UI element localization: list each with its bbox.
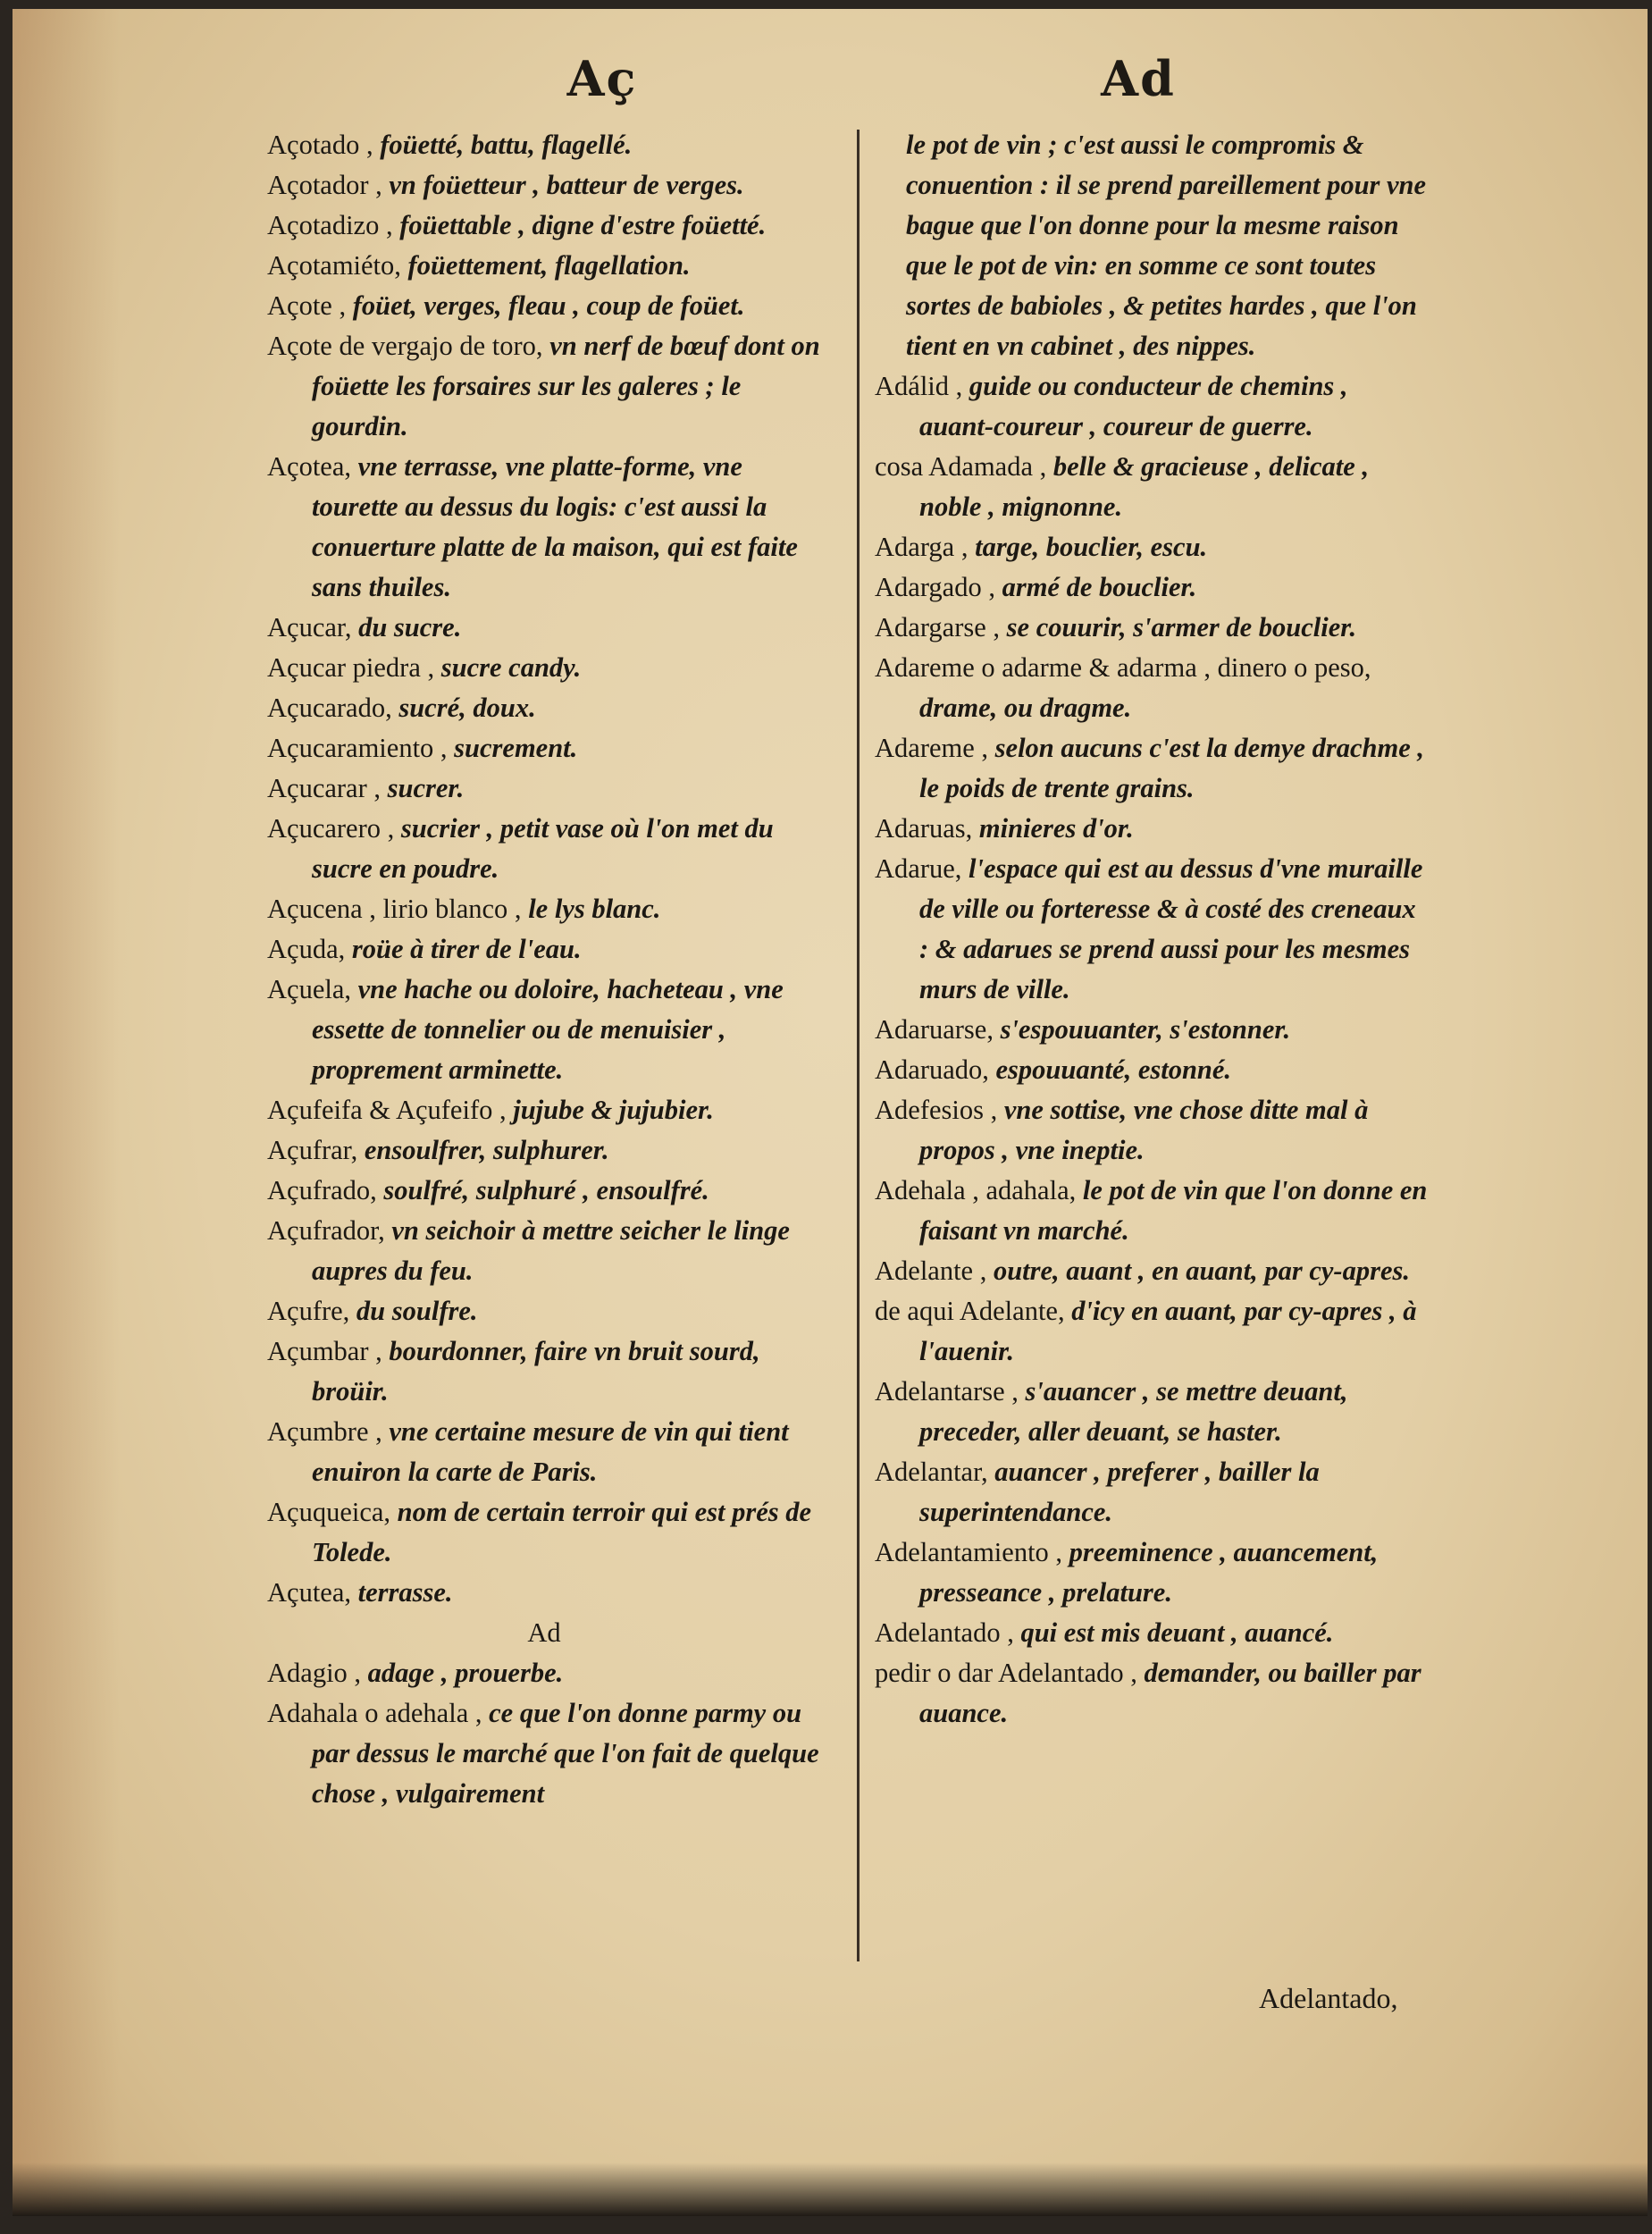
dictionary-entry <box>267 1492 821 1573</box>
entry-definition: minieres d'or. <box>978 813 1134 844</box>
dictionary-entry <box>267 447 821 608</box>
entry-definition: belle & gracieuse , delicate , noble , mignonne. <box>919 451 1370 522</box>
entry-headword: Adarga , <box>875 532 976 562</box>
dictionary-entry <box>875 1010 1429 1050</box>
dictionary-entry <box>875 1613 1429 1653</box>
dictionary-entry <box>267 608 821 648</box>
entry-headword: Açucarado, <box>267 693 399 723</box>
dictionary-entry <box>875 608 1429 648</box>
entry-headword: Açucarero , <box>267 813 401 844</box>
entry-headword: Adefesios , <box>875 1095 1004 1125</box>
dictionary-entry <box>267 768 821 809</box>
entry-headword: Adaruado, <box>875 1054 996 1085</box>
entry-headword: Açumbre , <box>267 1416 390 1447</box>
dictionary-entry <box>267 326 821 447</box>
entry-definition: jujube & jujubier. <box>513 1095 714 1125</box>
entry-headword: Açuqueica, <box>267 1497 398 1527</box>
dictionary-entry <box>267 1171 821 1211</box>
entry-headword: Açotamiéto, <box>267 250 408 281</box>
entry-headword: Açote , <box>267 290 353 321</box>
entry-definition: ce que l'on donne parmy ou par dessus le marché que l'on fait de quelque chose , vulgairement <box>312 1698 819 1809</box>
entry-headword: Açufrador, <box>267 1215 392 1246</box>
entry-headword: pedir o dar Adelantado , <box>875 1658 1145 1688</box>
left-column <box>267 125 821 1975</box>
dictionary-entry <box>267 1412 821 1492</box>
dictionary-entry <box>875 849 1429 1010</box>
entry-definition: armé de bouclier. <box>1002 572 1197 602</box>
entry-definition: le pot de vin que l'on donne en faisant vn marché. <box>919 1175 1428 1246</box>
dictionary-entry <box>267 125 821 165</box>
continued-definition: le pot de vin ; c'est aussi le compromis & conuention : il se prend pareillement pour vne bague que l'on donne pour la mesme raison que le pot de vin: en somme ce sont toutes sortes de babioles , & petites hardes , que l'on tient en vn cabinet , des nippes. <box>906 130 1427 361</box>
dictionary-entry <box>267 889 821 929</box>
left-entry-list-after <box>267 1653 821 1814</box>
entry-headword: Adelantarse , <box>875 1376 1026 1407</box>
entry-definition: vn foüetteur , batteur de verges. <box>389 170 744 200</box>
entry-headword: Adelantado , <box>875 1617 1021 1648</box>
entry-headword: Açotea, <box>267 451 358 482</box>
dictionary-page <box>13 9 1648 2216</box>
entry-definition: foüettable , digne d'estre foüetté. <box>399 210 767 240</box>
dictionary-entry <box>267 1090 821 1130</box>
entry-headword: Adálid , <box>875 371 969 401</box>
entry-definition: sucrier , petit vase où l'on met du sucre en poudre. <box>312 813 774 884</box>
entry-definition: du sucre. <box>358 612 462 642</box>
entry-headword: Açucar, <box>267 612 359 642</box>
entry-headword: Açuda, <box>267 934 352 964</box>
dictionary-entry <box>875 567 1429 608</box>
entry-definition: targe, bouclier, escu. <box>975 532 1208 562</box>
entry-definition: adage , prouerbe. <box>367 1658 564 1688</box>
running-header-left: Aç <box>566 50 638 107</box>
dictionary-entry <box>267 929 821 970</box>
dictionary-entry <box>267 206 821 246</box>
entry-headword: Açucarar , <box>267 773 388 803</box>
entry-headword: Açumbar , <box>267 1336 390 1366</box>
entry-definition: auancer , preferer , bailler la superintendance. <box>919 1457 1320 1527</box>
entry-headword: Adargado , <box>875 572 1002 602</box>
entry-definition: espouuanté, estonné. <box>995 1054 1232 1085</box>
catchword: Adelantado, <box>1259 1982 1398 2014</box>
dictionary-entry <box>875 1533 1429 1613</box>
entry-definition: sucré, doux. <box>398 693 536 723</box>
dictionary-entry <box>267 1130 821 1171</box>
dictionary-entry <box>267 1331 821 1412</box>
entry-headword: Açutea, <box>267 1577 358 1608</box>
entry-headword: Açufeifa & Açufeifo , <box>267 1095 514 1125</box>
entry-headword: Adelantar, <box>875 1457 995 1487</box>
entry-headword: Adaruas, <box>875 813 979 844</box>
dictionary-entry <box>875 447 1429 527</box>
entry-definition: roüe à tirer de l'eau. <box>351 934 582 964</box>
dictionary-entry <box>267 1653 821 1693</box>
dictionary-entry <box>267 688 821 728</box>
entry-headword: Açotador , <box>267 170 390 200</box>
entry-definition: d'icy en auant, par cy-apres , à l'auenir. <box>919 1296 1417 1366</box>
dictionary-entry <box>875 1653 1429 1734</box>
dictionary-entry <box>875 728 1429 809</box>
running-header-right: Ad <box>1101 50 1176 107</box>
entry-definition: s'espouuanter, s'estonner. <box>1000 1014 1291 1045</box>
left-entry-list <box>267 125 821 1613</box>
entry-headword: Adelante , <box>875 1256 994 1286</box>
entry-headword: Açufre, <box>267 1296 356 1326</box>
dictionary-entry <box>267 970 821 1090</box>
dictionary-entry <box>267 648 821 688</box>
entry-definition: vne certaine mesure de vin qui tient enuiron la carte de Paris. <box>312 1416 789 1487</box>
entry-definition: vne sottise, vne chose ditte mal à propos , vne ineptie. <box>919 1095 1369 1165</box>
dictionary-entry <box>875 1372 1429 1452</box>
entry-headword: Adagio , <box>267 1658 368 1688</box>
entry-headword: Açote de vergajo de toro, <box>267 331 550 361</box>
entry-headword: Adarue, <box>875 853 969 884</box>
entry-definition: selon aucuns c'est la demye drachme , le poids de trente grains. <box>919 733 1425 803</box>
entry-definition: sucrer. <box>387 773 465 803</box>
entry-definition: foüet, verges, fleau , coup de foüet. <box>352 290 745 321</box>
dictionary-entry <box>267 809 821 889</box>
entry-definition: soulfré, sulphuré , ensoulfré. <box>383 1175 709 1205</box>
entry-headword: Açotadizo , <box>267 210 400 240</box>
entry-definition: foüettement, flagellation. <box>407 250 691 281</box>
entry-definition: bourdonner, faire vn bruit sourd, broüir. <box>312 1336 760 1407</box>
dictionary-entry <box>875 366 1429 447</box>
entry-definition: drame, ou dragme. <box>919 693 1132 723</box>
entry-headword: Adelantamiento , <box>875 1537 1069 1567</box>
dictionary-entry <box>875 648 1429 728</box>
entry-headword: Adehala , adahala, <box>875 1175 1083 1205</box>
dictionary-entry <box>267 1291 821 1331</box>
entry-headword: cosa Adamada , <box>875 451 1053 482</box>
entry-headword: Açufrar, <box>267 1135 365 1165</box>
entry-headword: Açucena , lirio blanco , <box>267 894 529 924</box>
entry-definition: l'espace qui est au dessus d'vne muraille de ville ou forteresse & à costé des creneaux : & adarues se prend aussi pour les mesmes murs de ville. <box>919 853 1423 1004</box>
dictionary-entry <box>267 1211 821 1291</box>
dictionary-entry <box>267 246 821 286</box>
entry-definition: se couurir, s'armer de bouclier. <box>1006 612 1357 642</box>
dictionary-entry <box>875 1291 1429 1372</box>
entry-definition: foüetté, battu, flagellé. <box>380 130 633 160</box>
entry-headword: Açucaramiento , <box>267 733 455 763</box>
section-heading: Ad <box>527 1617 561 1648</box>
right-entry-list <box>875 366 1429 1734</box>
entry-headword: Adargarse , <box>875 612 1007 642</box>
dictionary-entry <box>267 728 821 768</box>
entry-definition: guide ou conducteur de chemins , auant-coureur , coureur de guerre. <box>919 371 1348 441</box>
entry-definition: vne hache ou doloire, hacheteau , vne essette de tonnelier ou de menuisier , proprement arminette. <box>312 974 784 1085</box>
entry-definition: demander, ou bailler par auance. <box>919 1658 1421 1728</box>
entry-definition: sucre candy. <box>440 652 582 683</box>
entry-headword: Açuela, <box>267 974 358 1004</box>
entry-headword: Açucar piedra , <box>267 652 441 683</box>
entry-definition: qui est mis deuant , auancé. <box>1020 1617 1334 1648</box>
dictionary-entry <box>267 165 821 206</box>
entry-headword: Adaruarse, <box>875 1014 1001 1045</box>
entry-definition: sucrement. <box>454 733 578 763</box>
entry-headword: de aqui Adelante, <box>875 1296 1072 1326</box>
dictionary-entry <box>267 1573 821 1613</box>
entry-definition: vn seichoir à mettre seicher le linge aupres du feu. <box>312 1215 790 1286</box>
dictionary-entry <box>875 1090 1429 1171</box>
entry-definition: vne terrasse, vne platte-forme, vne tourette au dessus du logis: c'est aussi la conuerture platte de la maison, qui est faite sans thuiles. <box>312 451 798 602</box>
dictionary-entry <box>267 1693 821 1814</box>
entry-definition: nom de certain terroir qui est prés de Tolede. <box>312 1497 812 1567</box>
dictionary-entry <box>875 1171 1429 1251</box>
entry-headword: Adahala o adehala , <box>267 1698 490 1728</box>
dictionary-entry <box>875 809 1429 849</box>
dictionary-entry <box>267 286 821 326</box>
right-column <box>875 125 1429 1975</box>
entry-definition: outre, auant , en auant, par cy-apres. <box>993 1256 1410 1286</box>
entry-headword: Açotado , <box>267 130 381 160</box>
entry-headword: Adareme o adarme & adarma , dinero o peso, <box>875 652 1371 683</box>
entry-headword: Açufrado, <box>267 1175 384 1205</box>
entry-definition: terrasse. <box>357 1577 453 1608</box>
entry-definition: preeminence , auancement, presseance , prelature. <box>919 1537 1379 1608</box>
entry-headword: Adareme , <box>875 733 995 763</box>
entry-definition: s'auancer , se mettre deuant, preceder, aller deuant, se haster. <box>919 1376 1348 1447</box>
dictionary-entry <box>875 1452 1429 1533</box>
entry-definition: le lys blanc. <box>528 894 661 924</box>
dictionary-entry <box>875 1251 1429 1291</box>
entry-definition: vn nerf de bœuf dont on foüette les forsaires sur les galeres ; le gourdin. <box>312 331 820 441</box>
dictionary-entry <box>875 1050 1429 1090</box>
entry-definition: du soulfre. <box>356 1296 478 1326</box>
entry-definition: ensoulfrer, sulphurer. <box>364 1135 609 1165</box>
column-divider <box>857 130 860 1961</box>
dictionary-entry <box>875 527 1429 567</box>
